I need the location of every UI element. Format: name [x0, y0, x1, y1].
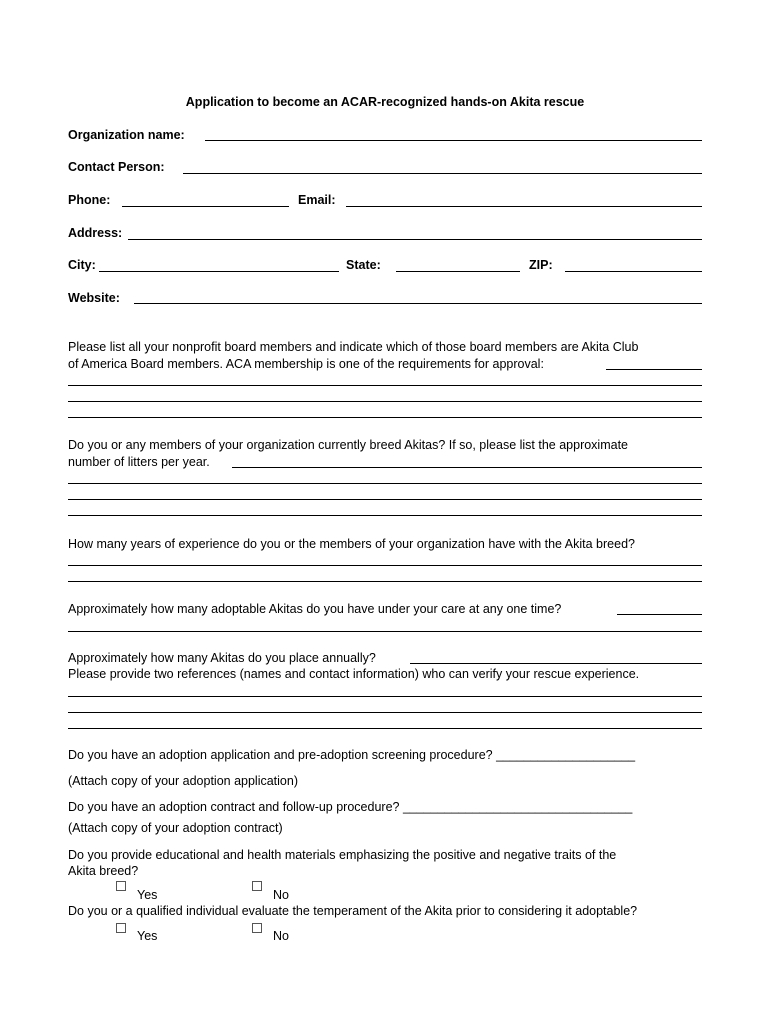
city-field[interactable] — [99, 271, 339, 272]
address-label: Address: — [68, 226, 123, 240]
contact-person-field[interactable] — [183, 173, 702, 174]
email-field[interactable] — [346, 206, 702, 207]
board-members-answer-line[interactable] — [68, 417, 702, 418]
adoption-application-note: (Attach copy of your adoption application) — [68, 774, 298, 788]
educational-yes-label: Yes — [137, 888, 158, 902]
temperament-question: Do you or a qualified individual evaluate the temperament of the Akita prior to considering it adoptable? — [68, 904, 638, 918]
phone-field[interactable] — [122, 206, 289, 207]
references-answer-line[interactable] — [68, 728, 702, 729]
board-members-inline-field[interactable] — [606, 369, 702, 370]
educational-materials-question-line2: Akita breed? — [68, 864, 139, 878]
breeding-answer-line[interactable] — [68, 483, 702, 484]
adoptable-count-question: Approximately how many adoptable Akitas do you have under your care at any one time? — [68, 602, 562, 616]
breeding-answer-line[interactable] — [68, 499, 702, 500]
temperament-yes-label: Yes — [137, 929, 158, 943]
address-field[interactable] — [128, 239, 702, 240]
state-field[interactable] — [396, 271, 520, 272]
litters-inline-field[interactable] — [232, 467, 702, 468]
temperament-yes-checkbox[interactable] — [116, 923, 126, 933]
temperament-no-checkbox[interactable] — [252, 923, 262, 933]
educational-materials-question-line1: Do you provide educational and health materials emphasizing the positive and negative traits of the — [68, 848, 617, 862]
adoption-application-question: Do you have an adoption application and pre-adoption screening procedure? ____________________ — [68, 748, 636, 762]
board-members-question-line1: Please list all your nonprofit board members and indicate which of those board members are Akita Club — [68, 340, 639, 354]
org-name-field[interactable] — [205, 140, 702, 141]
zip-field[interactable] — [565, 271, 702, 272]
form-title: Application to become an ACAR-recognized hands-on Akita rescue — [185, 95, 585, 109]
adoption-contract-note: (Attach copy of your adoption contract) — [68, 821, 283, 835]
state-label: State: — [346, 258, 381, 272]
experience-question: How many years of experience do you or the members of your organization have with the Akita breed? — [68, 537, 635, 551]
board-members-answer-line[interactable] — [68, 401, 702, 402]
experience-answer-line[interactable] — [68, 581, 702, 582]
annual-placements-question: Approximately how many Akitas do you place annually? — [68, 651, 376, 665]
breeding-answer-line[interactable] — [68, 515, 702, 516]
annual-placements-field[interactable] — [410, 663, 702, 664]
board-members-answer-line[interactable] — [68, 385, 702, 386]
experience-answer-line[interactable] — [68, 565, 702, 566]
adoption-contract-question: Do you have an adoption contract and follow-up procedure? _________________________________ — [68, 800, 633, 814]
breeding-question-line2: number of litters per year. — [68, 455, 210, 469]
website-field[interactable] — [134, 303, 702, 304]
temperament-no-label: No — [273, 929, 289, 943]
references-answer-line[interactable] — [68, 696, 702, 697]
email-label: Email: — [298, 193, 336, 207]
website-label: Website: — [68, 291, 120, 305]
references-question: Please provide two references (names and contact information) who can verify your rescue experience. — [68, 667, 640, 681]
adoptable-count-inline-field[interactable] — [617, 614, 702, 615]
educational-no-label: No — [273, 888, 289, 902]
references-answer-line[interactable] — [68, 712, 702, 713]
adoptable-count-answer-line[interactable] — [68, 631, 702, 632]
zip-label: ZIP: — [529, 258, 553, 272]
phone-label: Phone: — [68, 193, 111, 207]
contact-person-label: Contact Person: — [68, 160, 165, 174]
educational-yes-checkbox[interactable] — [116, 881, 126, 891]
org-name-label: Organization name: — [68, 128, 185, 142]
city-label: City: — [68, 258, 96, 272]
educational-no-checkbox[interactable] — [252, 881, 262, 891]
breeding-question-line1: Do you or any members of your organization currently breed Akitas? If so, please list the approximate — [68, 438, 629, 452]
board-members-question-line2: of America Board members. ACA membership is one of the requirements for approval: — [68, 357, 544, 371]
